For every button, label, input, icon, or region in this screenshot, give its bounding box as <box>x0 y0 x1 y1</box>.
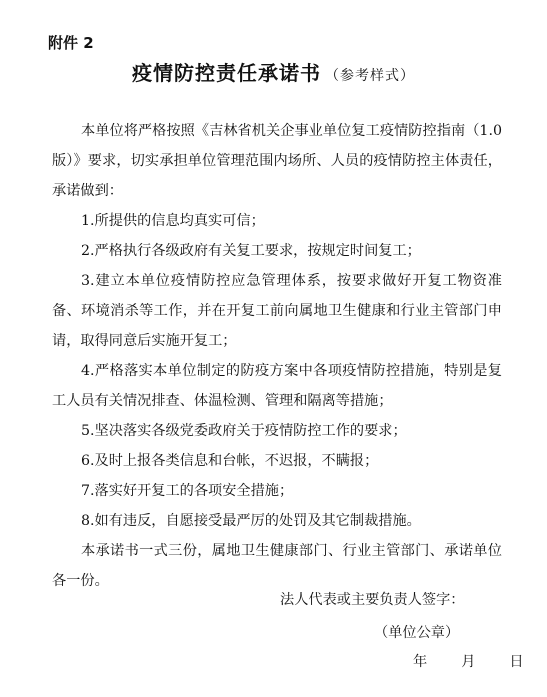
commitment-item-1: 1.所提供的信息均真实可信； <box>81 213 265 229</box>
attachment-label: 附件 2 <box>48 34 94 52</box>
document-title: 疫情防控责任承诺书 <box>132 61 321 85</box>
signature-label: 法人代表或主要负责人签字： <box>280 592 465 608</box>
intro-paragraph: 本单位将严格按照《吉林省机关企事业单位复工疫情防控指南（1.0版）》要求，切实承担单位管理范围内场所、人员的疫情防控主体责任，承诺做到： <box>52 123 502 199</box>
commitment-item-3: 3.建立本单位疫情防控应急管理体系，按要求做好开复工物资准备、环境消杀等工作，并在开复工前向属地卫生健康和行业主管部门申请，取得同意后实施开复工； <box>52 273 502 349</box>
commitment-item-7: 7.落实好开复工的各项安全措施； <box>81 483 294 499</box>
date-line <box>413 652 524 672</box>
seal-note: （单位公章） <box>374 625 460 641</box>
date-month: 月 <box>461 654 476 670</box>
commitment-item-4: 4.严格落实本单位制定的防疫方案中各项疫情防控措施，特别是复工人员有关情况排查、体温检测、管理和隔离等措施； <box>52 363 502 409</box>
title-row <box>0 58 547 88</box>
commitment-item-8: 8.如有违反，自愿接受最严厉的处罚及其它制裁措施。 <box>81 513 421 529</box>
document-body <box>52 116 502 596</box>
commitment-item-6: 6.及时上报各类信息和台帐，不迟报，不瞒报； <box>81 453 379 469</box>
date-year: 年 <box>413 654 428 670</box>
commitment-item-5: 5.坚决落实各级党委政府关于疫情防控工作的要求； <box>81 423 407 439</box>
date-day: 日 <box>509 654 524 670</box>
commitment-item-2: 2.严格执行各级政府有关复工要求，按规定时间复工； <box>81 243 421 259</box>
closing-paragraph: 本承诺书一式三份，属地卫生健康部门、行业主管部门、承诺单位各一份。 <box>52 543 502 589</box>
document-subtitle: （参考样式） <box>325 68 415 84</box>
